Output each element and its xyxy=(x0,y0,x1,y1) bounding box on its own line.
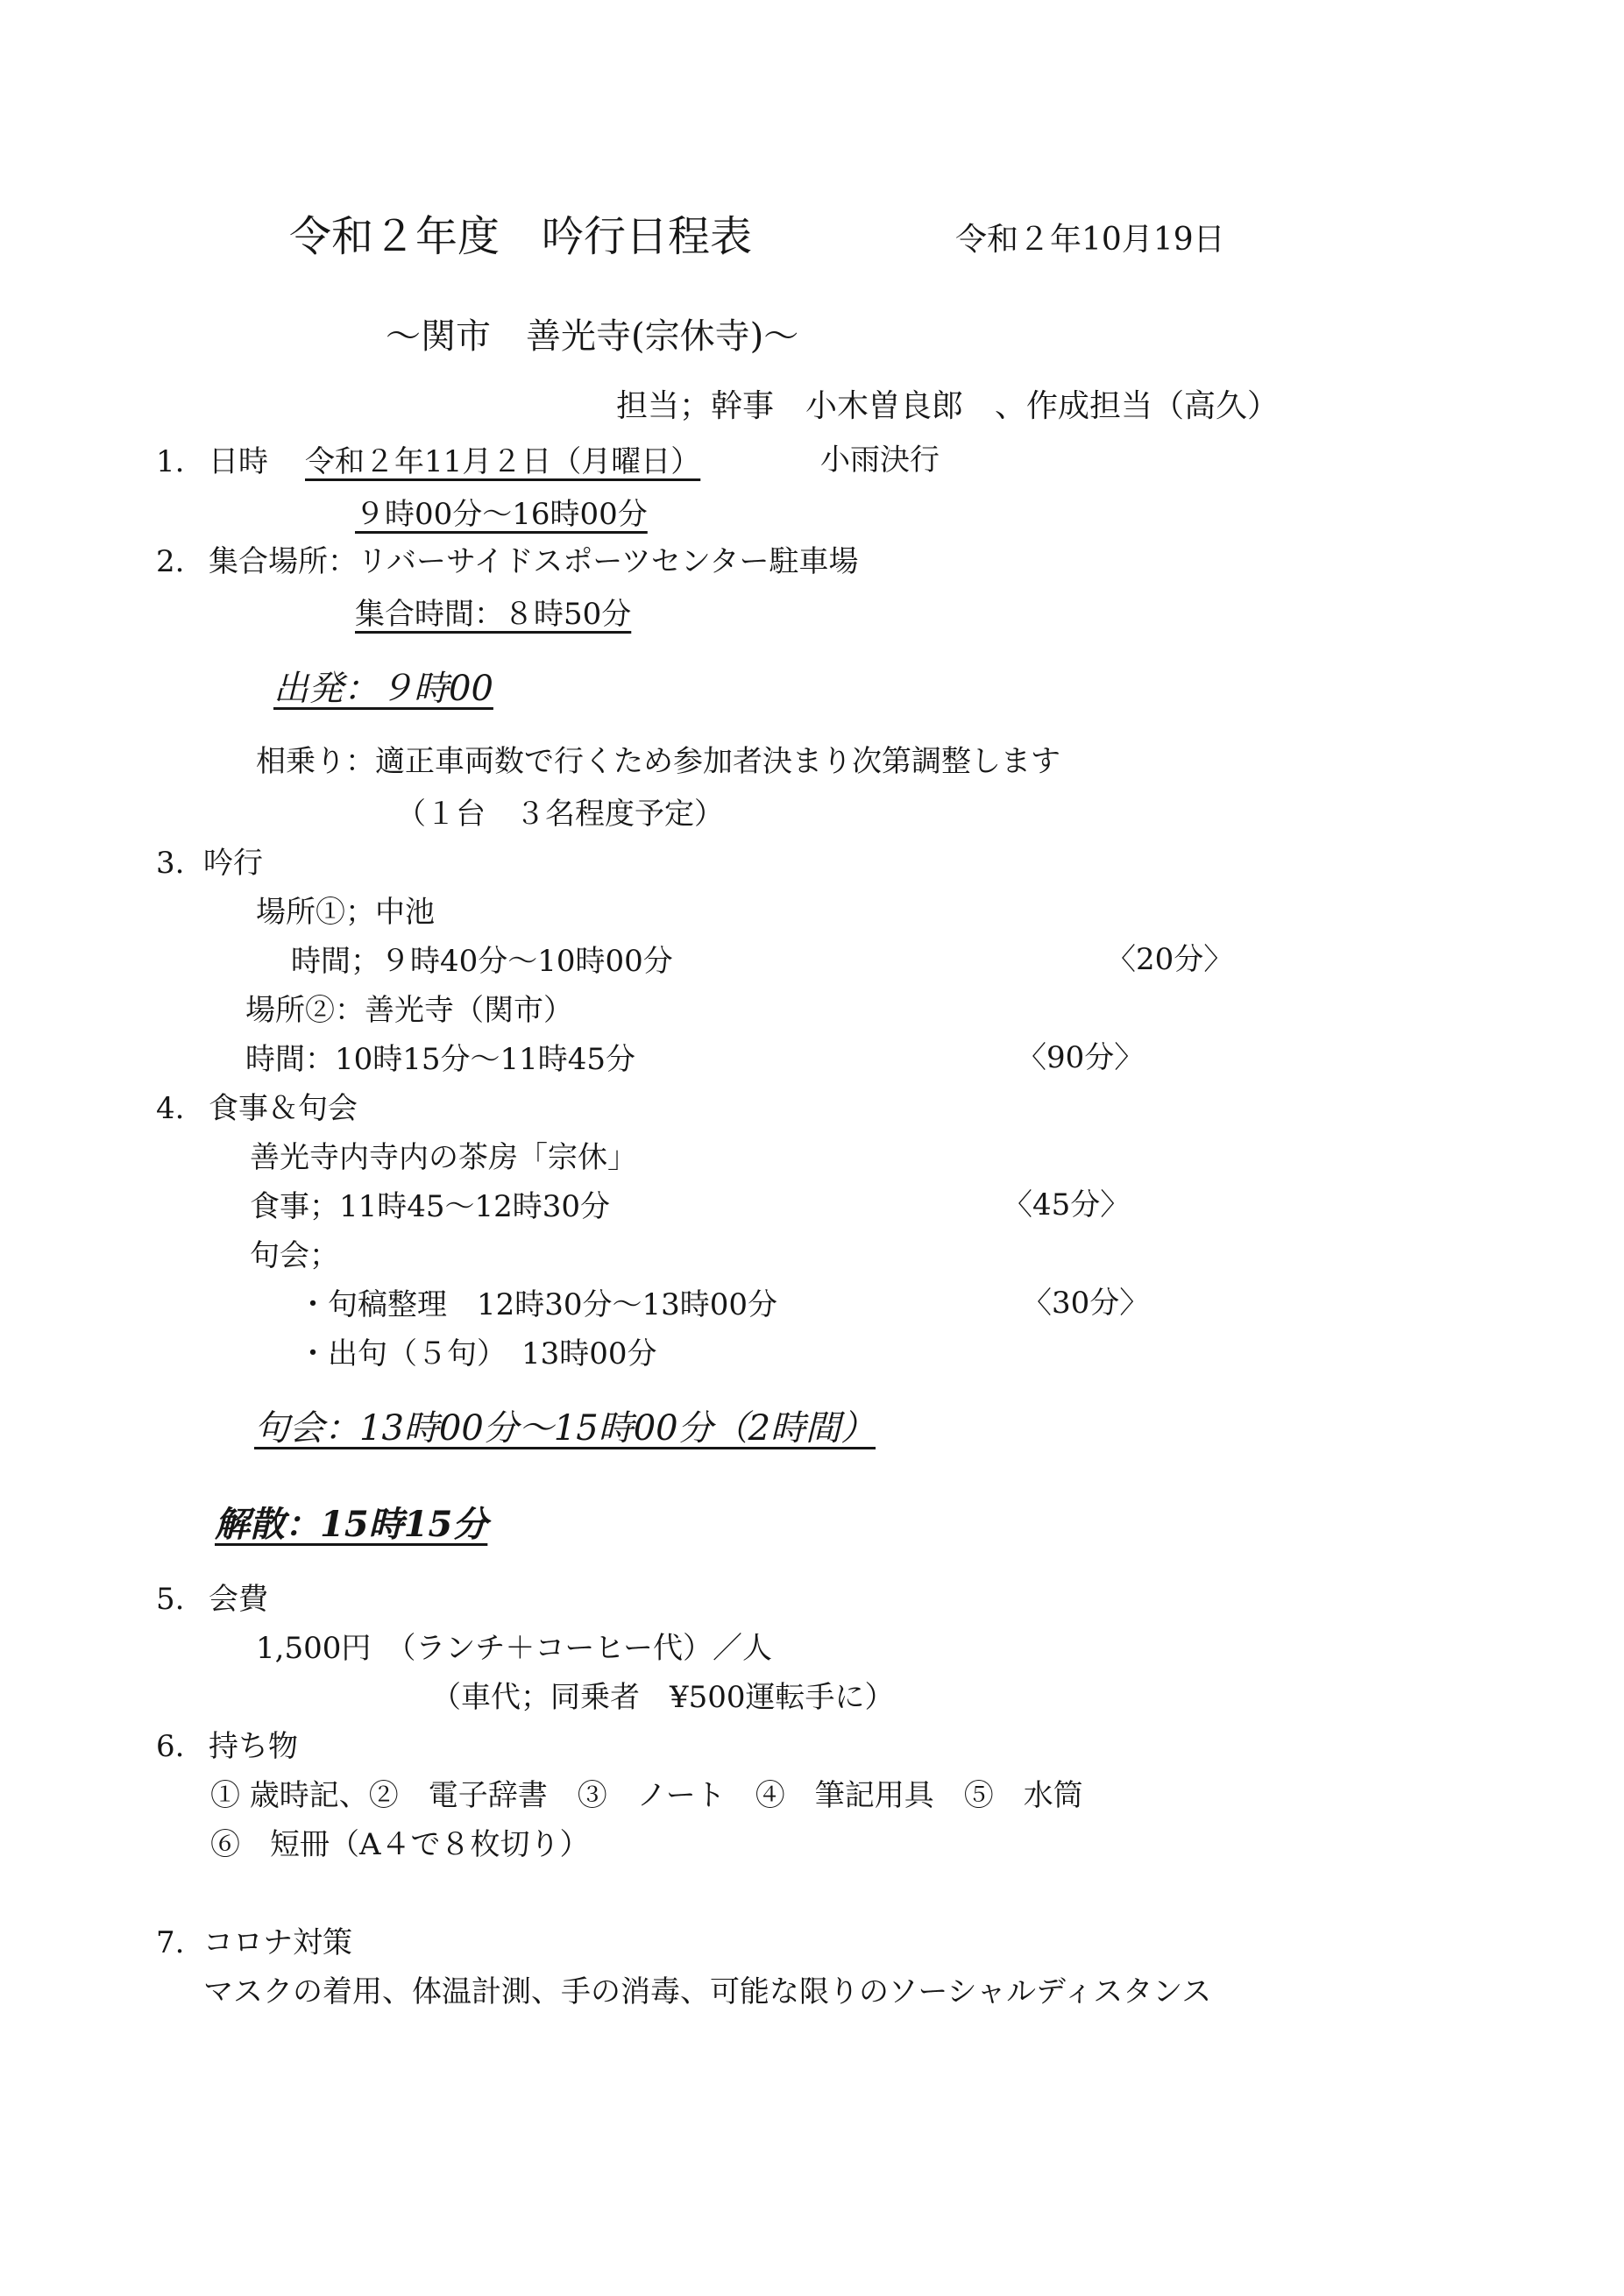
section-6-number: 6. xyxy=(156,1729,185,1764)
place-1: 場所①；中池 xyxy=(256,895,435,930)
kukai-item-1-duration: 〈30分〉 xyxy=(1022,1286,1150,1321)
event-date: 令和２年11月２日（月曜日） xyxy=(305,444,701,479)
organizer-line: 担当；幹事 小木曽良郎 、作成担当（高久） xyxy=(616,388,1280,424)
section-6-label: 持ち物 xyxy=(209,1729,298,1764)
place-2: 場所②：善光寺（関市） xyxy=(245,993,573,1028)
time-2: 時間：10時15分〜11時45分 xyxy=(245,1042,636,1077)
carpool-detail: （１台 ３名程度予定） xyxy=(396,797,724,832)
meeting-time: 集合時間：８時50分 xyxy=(355,597,632,632)
section-1-label: 日時 xyxy=(209,444,268,479)
items-line-2: ⑥ 短冊（A４で８枚切り） xyxy=(210,1827,590,1862)
time-1: 時間；９時40分〜10時00分 xyxy=(291,944,673,979)
duration-1: 〈20分〉 xyxy=(1106,942,1234,977)
meal-venue: 善光寺内寺内の茶房「宗休」 xyxy=(250,1140,637,1175)
meeting-place: 集合場所：リバーサイドスポーツセンター駐車場 xyxy=(209,544,859,579)
dismissal-time: 解散：15時15分 xyxy=(215,1504,488,1545)
section-7-label: コロナ対策 xyxy=(203,1925,352,1960)
departure-time: 出発：９時00 xyxy=(273,669,493,709)
event-time: ９時00分〜16時00分 xyxy=(355,497,648,532)
duration-2: 〈90分〉 xyxy=(1017,1040,1145,1075)
rain-note: 小雨決行 xyxy=(820,443,940,478)
items-line-1: ① 歳時記、② 電子辞書 ③ ノート ④ 筆記用具 ⑤ 水筒 xyxy=(210,1778,1083,1813)
section-5-label: 会費 xyxy=(209,1582,268,1617)
section-2-number: 2. xyxy=(156,544,185,579)
fee-amount: 1,500円 （ランチ＋コーヒー代）／人 xyxy=(256,1631,772,1666)
section-7-number: 7. xyxy=(156,1925,185,1960)
section-3-number: 3. xyxy=(156,846,185,881)
section-4-label: 食事＆句会 xyxy=(209,1091,358,1126)
covid-measures: マスクの着用、体温計測、手の消毒、可能な限りのソーシャルディスタンス xyxy=(203,1974,1212,2009)
page-subtitle: 〜関市 善光寺(宗休寺)〜 xyxy=(386,316,799,357)
kukai-label: 句会； xyxy=(250,1238,339,1273)
meal-duration: 〈45分〉 xyxy=(1003,1187,1131,1222)
page-title: 令和２年度 吟行日程表 xyxy=(289,212,753,261)
document-date: 令和２年10月19日 xyxy=(955,222,1225,258)
kukai-item-1: ・句稿整理 12時30分〜13時00分 xyxy=(298,1287,778,1322)
meal-time: 食事；11時45〜12時30分 xyxy=(250,1189,611,1224)
section-5-number: 5. xyxy=(156,1582,185,1617)
kukai-item-2: ・出句（５句） 13時00分 xyxy=(298,1336,657,1371)
car-fee: （車代；同乗者 ¥500運転手に） xyxy=(431,1680,895,1715)
section-1-number: 1. xyxy=(156,444,185,479)
section-4-number: 4. xyxy=(156,1091,185,1126)
kukai-time: 句会：13時00分〜15時00分（2時間） xyxy=(254,1408,876,1449)
carpool-note: 相乗り：適正車両数で行くため参加者決まり次第調整します xyxy=(256,744,1060,779)
section-3-label: 吟行 xyxy=(203,846,263,881)
